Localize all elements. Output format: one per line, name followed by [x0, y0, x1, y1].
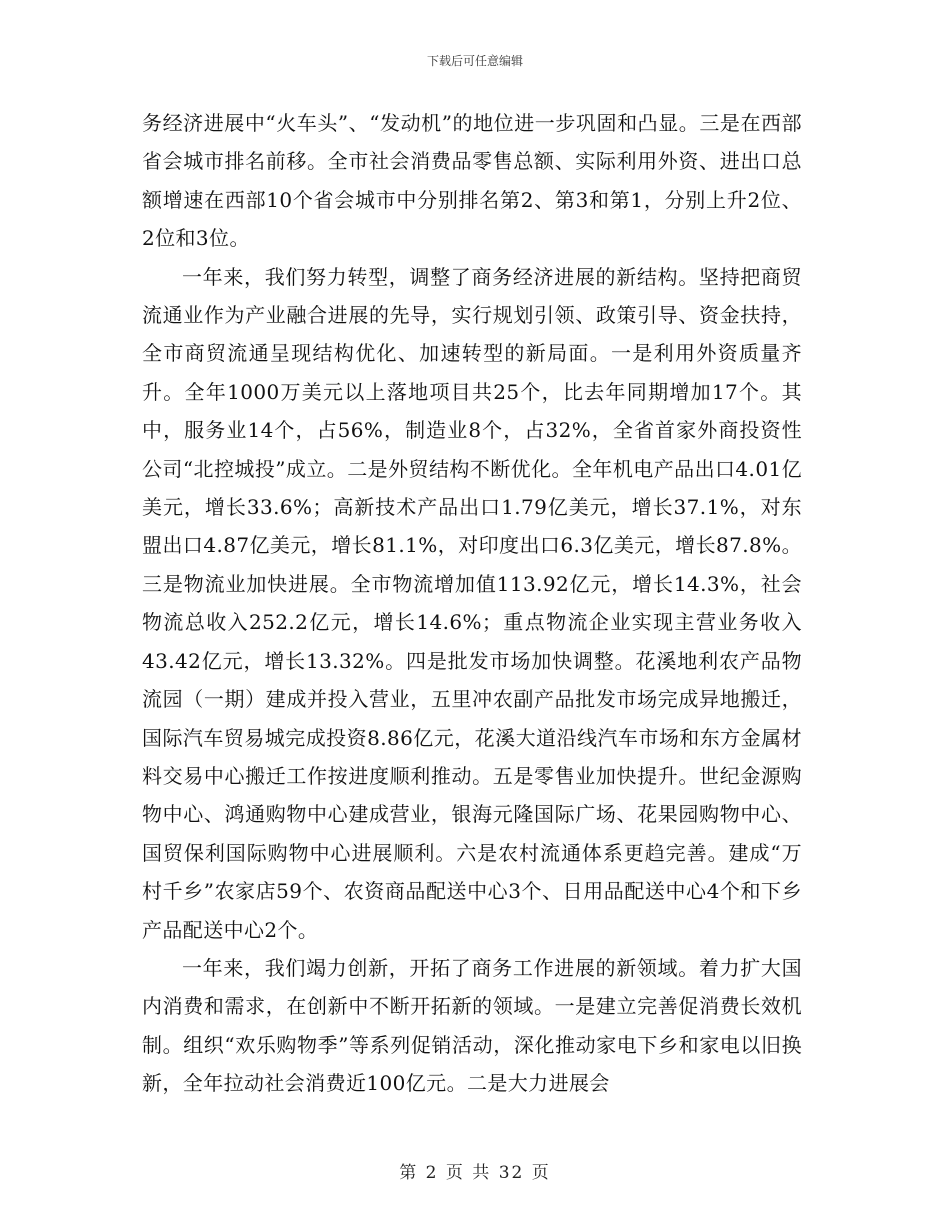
page-footer: 第 2 页 共 32 页	[399, 1163, 551, 1183]
paragraph-2: 一年来，我们努力转型，调整了商务经济进展的新结构。坚持把商贸流通业作为产业融合进展的先导，实行规划引领、政策引导、资金扶持，全市商贸流通呈现结构优化、加速转型的新局面。一是利用外资质量齐升。全年1000万美元以上落地项目共25个，比去年同期增加17个。其中，服务业14个，占56%，制造业8个，占32%，全省首家外商投资性公司“北控城投”成立。二是外贸结构不断优化。全年机电产品出口4.01亿美元，增长33.6%；高新技术产品出口1.79亿美元，增长37.1%，对东盟出口4.87亿美元，增长81.1%，对印度出口6.3亿美元，增长87.8%。三是物流业加快进展。全市物流增加值113.92亿元，增长14.3%，社会物流总收入252.2亿元，增长14.6%；重点物流企业实现主营业务收入43.42亿元，增长13.32%。四是批发市场加快调整。花溪地利农产品物流园（一期）建成并投入营业，五里冲农副产品批发市场完成异地搬迁，国际汽车贸易城完成投资8.86亿元，花溪大道沿线汽车市场和东方金属材料交易中心搬迁工作按进度顺利推动。五是零售业加快提升。世纪金源购物中心、鸿通购物中心建成营业，银海元隆国际广场、花果园购物中心、国贸保利国际购物中心进展顺利。六是农村流通体系更趋完善。建成“万村千乡”农家店59个、农资商品配送中心3个、日用品配送中心4个和下乡产品配送中心2个。	[142, 264, 802, 942]
paragraph-3: 一年来，我们竭力创新，开拓了商务工作进展的新领域。着力扩大国内消费和需求，在创新中不断开拓新的领域。一是建立完善促消费长效机制。组织“欢乐购物季”等系列促销活动，深化推动家电下乡和家电以旧换新，全年拉动社会消费近100亿元。二是大力进展会	[142, 955, 802, 1096]
paragraph-1: 务经济进展中“火车头”、“发动机”的地位进一步巩固和凸显。三是在西部省会城市排名前移。全市社会消费品零售总额、实际利用外资、进出口总额增速在西部10个省会城市中分别排名第2、第3和第1，分别上升2位、2位和3位。	[142, 111, 802, 251]
page-header: 下载后可任意编辑	[426, 54, 523, 68]
document-body	[142, 104, 802, 1103]
